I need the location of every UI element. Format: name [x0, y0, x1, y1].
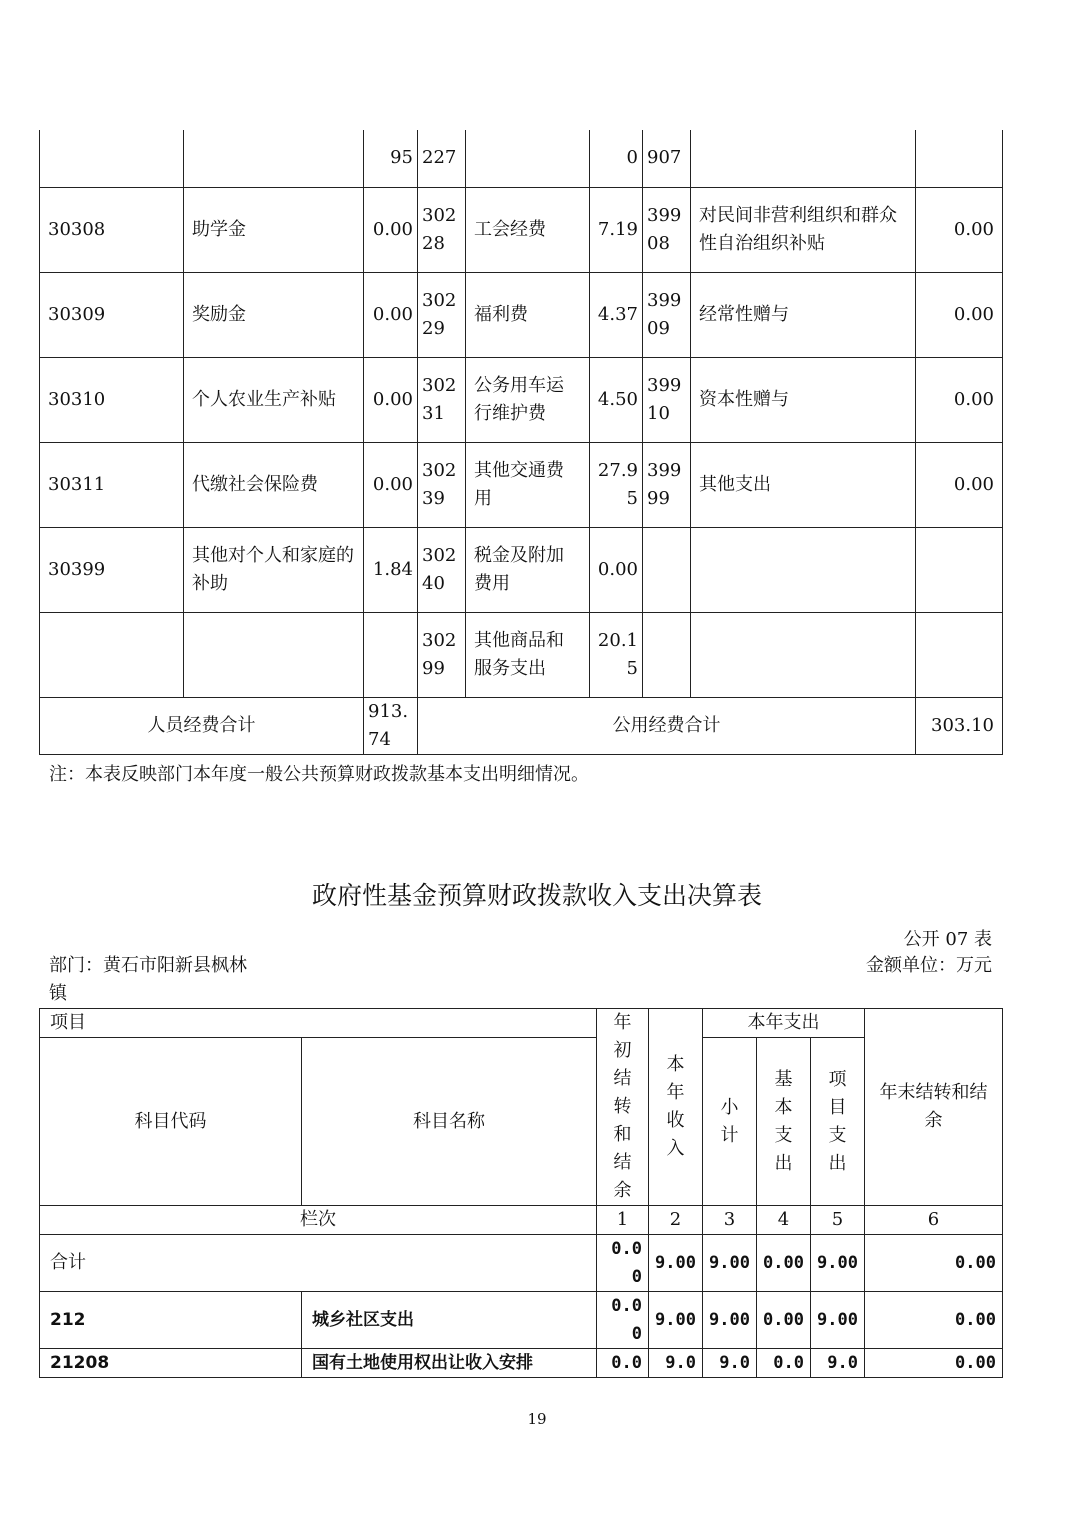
- code-cell: 39910: [643, 357, 691, 442]
- code-cell: 39999: [643, 442, 691, 527]
- totals-row: [40, 697, 1003, 754]
- name-cell: 助学金: [184, 187, 364, 272]
- amount-cell: 27.95: [590, 442, 643, 527]
- code-cell: [643, 527, 691, 612]
- column-number: 6: [865, 1206, 1003, 1235]
- amount-cell: 9.00: [703, 1292, 757, 1349]
- column-number: 4: [757, 1206, 811, 1235]
- basic-expenditure-detail-table: [39, 130, 1003, 755]
- table-row: [40, 272, 1003, 357]
- project-header: 项目: [40, 1009, 597, 1038]
- amount-cell: 0.00: [865, 1292, 1003, 1349]
- amount-cell: 9.00: [703, 1235, 757, 1292]
- amount-cell: 0.00: [757, 1235, 811, 1292]
- name-cell: 城乡社区支出: [302, 1292, 597, 1349]
- table-row: [40, 442, 1003, 527]
- department-label: 部门：黄石市阳新县枫林镇: [49, 955, 247, 1004]
- table-row: [40, 1349, 1003, 1378]
- code-cell: 30308: [40, 187, 184, 272]
- amount-cell: 9.0: [811, 1349, 865, 1378]
- amount-cell: 0.00: [364, 442, 418, 527]
- code-cell: 212: [40, 1292, 302, 1349]
- amount-cell: 0.00: [364, 357, 418, 442]
- total-row: [40, 1235, 1003, 1292]
- column-number: 2: [649, 1206, 703, 1235]
- personnel-total-value: 913.74: [364, 697, 418, 754]
- header-row: [40, 1009, 1003, 1038]
- expense-header: 本年支出: [703, 1009, 865, 1038]
- code-cell: 30310: [40, 357, 184, 442]
- amount-cell: 0.00: [916, 357, 1003, 442]
- code-cell: 21208: [40, 1349, 302, 1378]
- amount-cell: 9.00: [811, 1292, 865, 1349]
- amount-cell: 4.37: [590, 272, 643, 357]
- amount-cell: 9.00: [649, 1235, 703, 1292]
- name-cell: 对民间非营利组织和群众性自治组织补贴: [691, 187, 916, 272]
- column-number-label: 栏次: [40, 1206, 597, 1235]
- table-row: [40, 527, 1003, 612]
- basic-expense-header: 基本支出: [774, 1068, 793, 1174]
- code-cell: [40, 612, 184, 697]
- name-cell: 个人农业生产补贴: [184, 357, 364, 442]
- code-cell: 30311: [40, 442, 184, 527]
- header-row: [40, 1038, 1003, 1206]
- amount-cell: 0.00: [364, 272, 418, 357]
- code-cell: 907: [643, 130, 691, 187]
- name-cell: [184, 612, 364, 697]
- subtotal-header: 小计: [720, 1096, 739, 1146]
- amount-cell: 7.19: [590, 187, 643, 272]
- code-cell: 30228: [418, 187, 466, 272]
- amount-cell: 9.0: [703, 1349, 757, 1378]
- name-cell: 国有土地使用权出让收入安排: [302, 1349, 597, 1378]
- personnel-total-label: 人员经费合计: [40, 697, 364, 754]
- amount-cell: 0: [590, 130, 643, 187]
- form-number: 公开 07 表: [903, 929, 992, 950]
- amount-cell: 1.84: [364, 527, 418, 612]
- code-cell: 39908: [643, 187, 691, 272]
- government-fund-budget-table: [39, 1008, 1003, 1378]
- name-cell: [691, 527, 916, 612]
- amount-cell: 0.00: [916, 187, 1003, 272]
- amount-cell: 0.00: [757, 1292, 811, 1349]
- table-row: [40, 130, 1003, 187]
- column-number: 3: [703, 1206, 757, 1235]
- table-title: 政府性基金预算财政拨款收入支出决算表: [311, 881, 762, 910]
- name-cell: 其他支出: [691, 442, 916, 527]
- amount-cell: 9.0: [649, 1349, 703, 1378]
- amount-cell: 0.00: [597, 1292, 649, 1349]
- name-cell: 其他交通费用: [466, 442, 590, 527]
- code-header: 科目代码: [40, 1038, 302, 1206]
- amount-cell: [916, 612, 1003, 697]
- table-row: [40, 357, 1003, 442]
- amount-cell: 0.00: [597, 1235, 649, 1292]
- name-cell: 工会经费: [466, 187, 590, 272]
- name-cell: 其他商品和服务支出: [466, 612, 590, 697]
- amount-cell: [916, 527, 1003, 612]
- code-cell: 39909: [643, 272, 691, 357]
- name-cell: 奖励金: [184, 272, 364, 357]
- amount-cell: 0.00: [916, 272, 1003, 357]
- column-number: 5: [811, 1206, 865, 1235]
- name-cell: 代缴社会保险费: [184, 442, 364, 527]
- name-cell: 经常性赠与: [691, 272, 916, 357]
- table-row: [40, 1292, 1003, 1349]
- end-balance-header: 年末结转和结余: [865, 1009, 1003, 1206]
- code-cell: 30309: [40, 272, 184, 357]
- amount-cell: 4.50: [590, 357, 643, 442]
- amount-cell: 0.00: [865, 1235, 1003, 1292]
- name-cell: 福利费: [466, 272, 590, 357]
- income-header: 本年收入: [666, 1054, 685, 1159]
- amount-cell: 20.15: [590, 612, 643, 697]
- column-number: 1: [597, 1206, 649, 1235]
- public-total-label: 公用经费合计: [418, 697, 916, 754]
- name-cell: 税金及附加费用: [466, 527, 590, 612]
- name-header: 科目名称: [302, 1038, 597, 1206]
- code-cell: 30229: [418, 272, 466, 357]
- begin-balance-header: 年初结转和结余: [613, 1012, 632, 1201]
- amount-cell: 9.00: [811, 1235, 865, 1292]
- code-cell: 30299: [418, 612, 466, 697]
- table-note: 注：本表反映部门本年度一般公共预算财政拨款基本支出明细情况。: [49, 764, 589, 785]
- page-number: 19: [527, 1410, 547, 1428]
- code-cell: 30399: [40, 527, 184, 612]
- name-cell: [691, 612, 916, 697]
- code-cell: 227: [418, 130, 466, 187]
- project-expense-header: 项目支出: [828, 1068, 847, 1174]
- amount-cell: 0.00: [865, 1349, 1003, 1378]
- total-label: 合计: [40, 1235, 597, 1292]
- amount-cell: 0.00: [364, 187, 418, 272]
- amount-cell: [364, 612, 418, 697]
- code-cell: [643, 612, 691, 697]
- amount-cell: 0.0: [757, 1349, 811, 1378]
- public-total-value: 303.10: [916, 697, 1003, 754]
- code-cell: 30231: [418, 357, 466, 442]
- amount-cell: 0.0: [597, 1349, 649, 1378]
- code-cell: 30239: [418, 442, 466, 527]
- amount-cell: 9.00: [649, 1292, 703, 1349]
- name-cell: 资本性赠与: [691, 357, 916, 442]
- amount-cell: 95: [364, 130, 418, 187]
- name-cell: 公务用车运行维护费: [466, 357, 590, 442]
- table-row: [40, 612, 1003, 697]
- column-number-row: [40, 1206, 1003, 1235]
- amount-unit-label: 金额单位：万元: [866, 955, 992, 976]
- name-cell: 其他对个人和家庭的补助: [184, 527, 364, 612]
- amount-cell: 0.00: [590, 527, 643, 612]
- table-row: [40, 187, 1003, 272]
- amount-cell: 0.00: [916, 442, 1003, 527]
- code-cell: 30240: [418, 527, 466, 612]
